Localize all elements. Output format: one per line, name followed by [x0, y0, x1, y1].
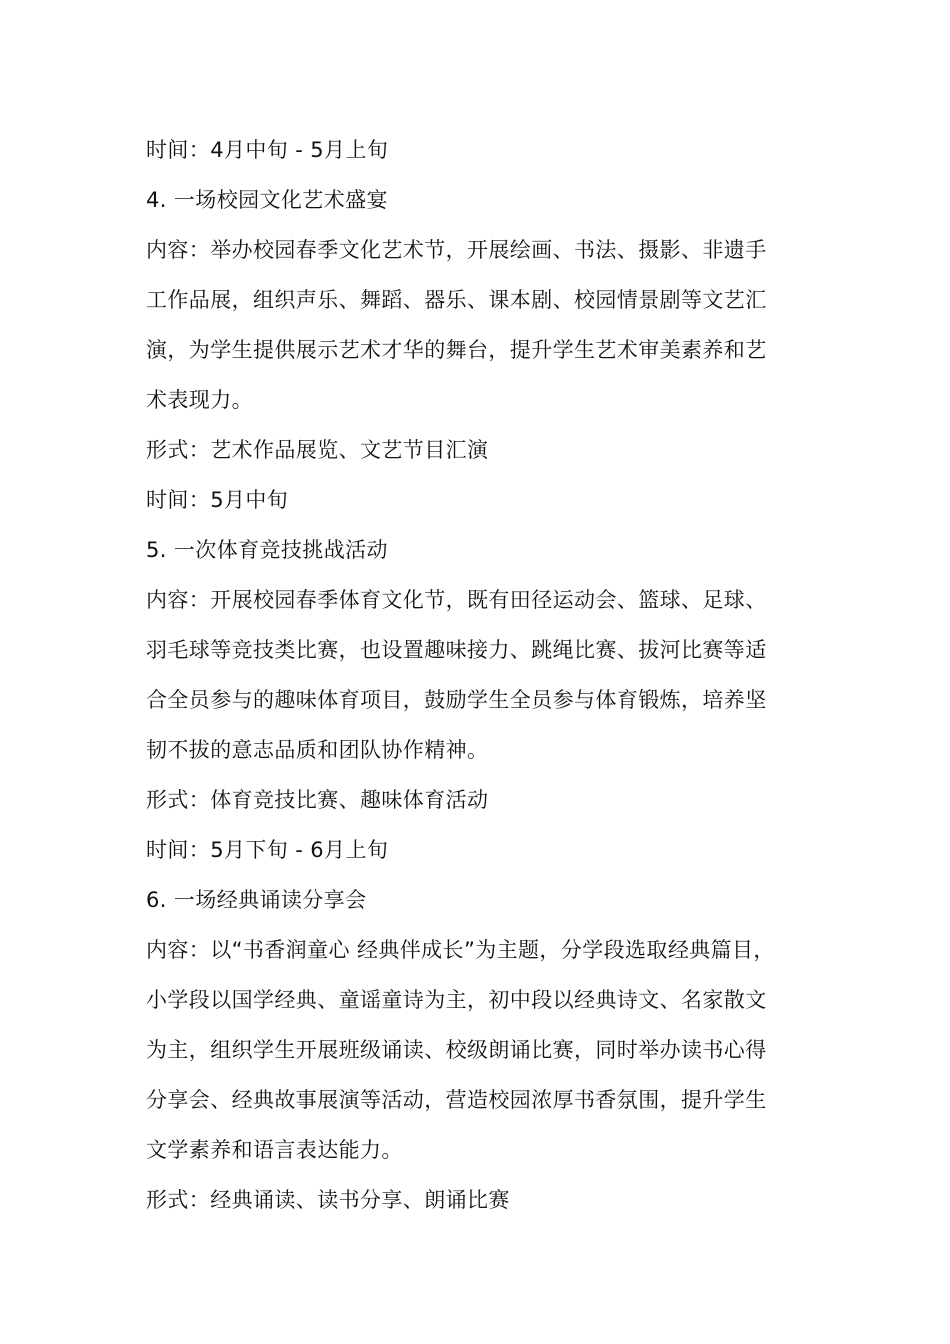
form-line-item4: 形式：艺术作品展览、文艺节目汇演 [146, 438, 489, 462]
time-line-item5: 时间：5月下旬 - 6月上旬 [146, 838, 389, 862]
form-line-item5: 形式：体育竞技比赛、趣味体育活动 [146, 788, 489, 812]
section-heading-6: 6. 一场经典诵读分享会 [146, 888, 367, 912]
content-line: 内容：举办校园春季文化艺术节，开展绘画、书法、摄影、非遗手 [146, 238, 767, 262]
content-line: 演，为学生提供展示艺术才华的舞台，提升学生艺术审美素养和艺 [146, 338, 767, 362]
document-body [146, 125, 826, 1225]
time-line-item4: 时间：5月中旬 [146, 488, 289, 512]
content-line: 合全员参与的趣味体育项目，鼓励学生全员参与体育锻炼，培养坚 [146, 688, 767, 712]
form-line-item6: 形式：经典诵读、读书分享、朗诵比赛 [146, 1188, 510, 1212]
content-line: 工作品展，组织声乐、舞蹈、器乐、课本剧、校园情景剧等文艺汇 [146, 288, 767, 312]
content-line: 为主，组织学生开展班级诵读、校级朗诵比赛，同时举办读书心得 [146, 1038, 767, 1062]
time-line-item3: 时间：4月中旬 - 5月上旬 [146, 138, 389, 162]
content-line: 分享会、经典故事展演等活动，营造校园浓厚书香氛围，提升学生 [146, 1088, 767, 1112]
content-line: 韧不拔的意志品质和团队协作精神。 [146, 738, 489, 762]
content-line: 内容：开展校园春季体育文化节，既有田径运动会、篮球、足球、 [146, 588, 767, 612]
content-line: 小学段以国学经典、童谣童诗为主，初中段以经典诗文、名家散文 [146, 988, 767, 1012]
content-line: 术表现力。 [146, 388, 253, 412]
content-line: 羽毛球等竞技类比赛，也设置趣味接力、跳绳比赛、拔河比赛等适 [146, 638, 767, 662]
section-heading-5: 5. 一次体育竞技挑战活动 [146, 538, 388, 562]
content-line: 内容：以“书香润童心 经典伴成长”为主题，分学段选取经典篇目， [146, 938, 775, 962]
section-heading-4: 4. 一场校园文化艺术盛宴 [146, 188, 388, 212]
content-line: 文学素养和语言表达能力。 [146, 1138, 403, 1162]
